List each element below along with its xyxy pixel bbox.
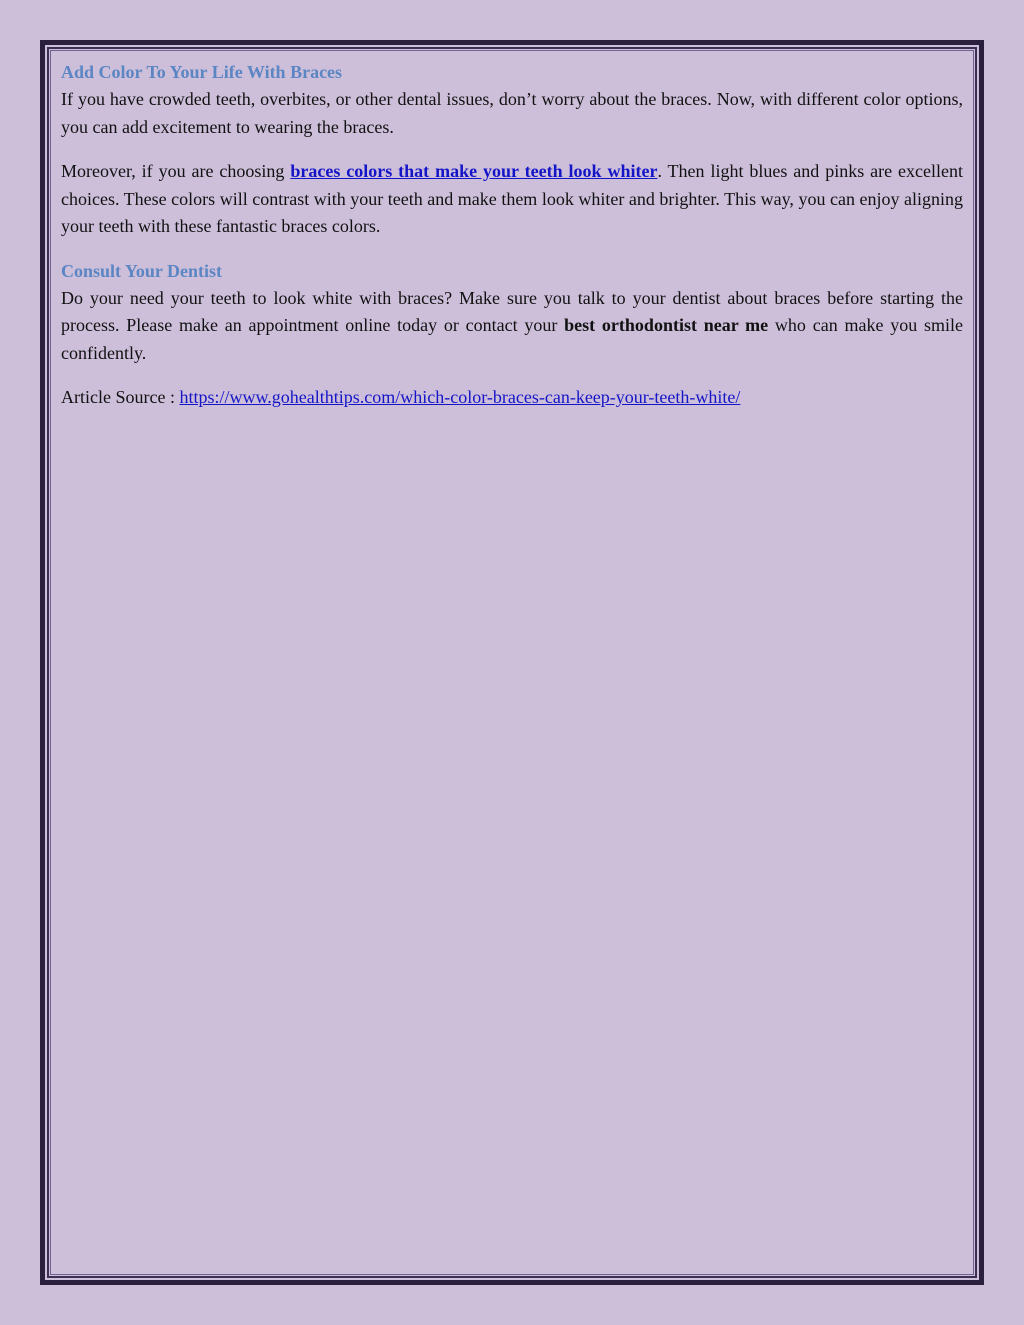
paragraph-moreover-text-end: . Then light blues and pinks are excellent choices. These colors will contrast with your teeth and make them look whiter and brighter. This way, you can enjoy aligning your teeth with these fantastic braces colors. (61, 161, 963, 236)
braces-colors-link[interactable]: braces colors that make your teeth look whiter (290, 161, 658, 181)
paragraph-moreover (61, 158, 963, 241)
paragraph-consult-text-start: Do your need your teeth to look white with braces? Make sure you talk to your dentist about braces before starting the process. Please make an appointment online today or contact your (61, 287, 963, 335)
article-source-label: Article Source : (61, 387, 180, 407)
paragraph-moreover-text-start: Moreover, if you are choosing (61, 161, 291, 181)
orthodontist-keyword: best orthodontist near me (564, 315, 769, 335)
document-content (61, 59, 963, 429)
article-source (61, 384, 963, 412)
paragraph-intro: If you have crowded teeth, overbites, or other dental issues, don’t worry about the braces. Now, with different color options, you can add excitement to wearing the braces. (61, 89, 963, 137)
article-source-link[interactable]: https://www.gohealthtips.com/which-color-braces-can-keep-your-teeth-white/ (179, 387, 741, 407)
paragraph-consult (61, 285, 963, 368)
section-heading-consult-dentist: Consult Your Dentist (61, 260, 223, 281)
section-heading-add-color: Add Color To Your Life With Braces (61, 62, 343, 82)
paragraph-consult-text-end: who can make you smile confidently. (61, 315, 964, 363)
